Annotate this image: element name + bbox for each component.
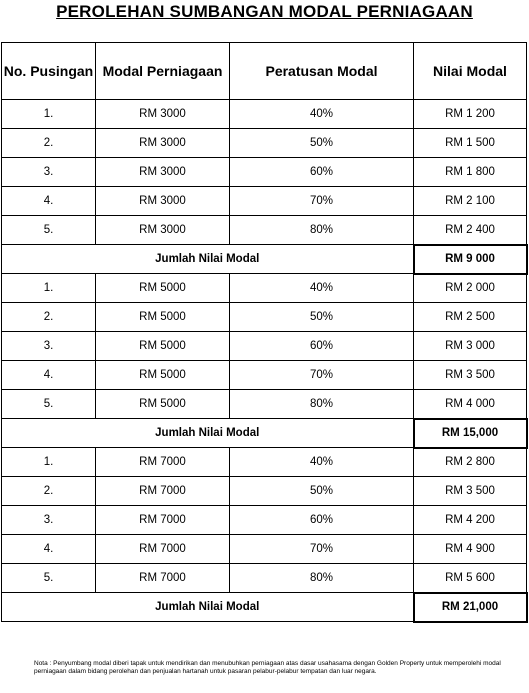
total-value: RM 21,000 xyxy=(414,593,527,622)
cell-no-pusingan: 3. xyxy=(2,506,96,535)
cell-no-pusingan: 3. xyxy=(2,332,96,361)
cell-nilai-modal: RM 2 000 xyxy=(414,274,527,303)
cell-nilai-modal: RM 3 500 xyxy=(414,361,527,390)
table-row xyxy=(2,303,527,332)
cell-no-pusingan: 5. xyxy=(2,390,96,419)
cell-peratusan-modal: 50% xyxy=(230,129,414,158)
cell-modal-perniagaan: RM 3000 xyxy=(96,187,230,216)
cell-nilai-modal: RM 5 600 xyxy=(414,564,527,593)
table-body xyxy=(2,100,527,622)
cell-modal-perniagaan: RM 5000 xyxy=(96,390,230,419)
cell-no-pusingan: 4. xyxy=(2,361,96,390)
cell-no-pusingan: 1. xyxy=(2,274,96,303)
total-label: Jumlah Nilai Modal xyxy=(2,419,414,448)
table-header-row xyxy=(2,43,527,100)
total-row xyxy=(2,593,527,622)
cell-nilai-modal: RM 1 800 xyxy=(414,158,527,187)
cell-nilai-modal: RM 4 200 xyxy=(414,506,527,535)
cell-modal-perniagaan: RM 7000 xyxy=(96,506,230,535)
table-row xyxy=(2,477,527,506)
cell-modal-perniagaan: RM 7000 xyxy=(96,564,230,593)
cell-peratusan-modal: 70% xyxy=(230,361,414,390)
table-row xyxy=(2,100,527,129)
cell-modal-perniagaan: RM 3000 xyxy=(96,100,230,129)
cell-nilai-modal: RM 2 400 xyxy=(414,216,527,245)
cell-nilai-modal: RM 2 100 xyxy=(414,187,527,216)
cell-nilai-modal: RM 3 500 xyxy=(414,477,527,506)
page-title: PEROLEHAN SUMBANGAN MODAL PERNIAGAAN xyxy=(56,2,473,21)
cell-modal-perniagaan: RM 3000 xyxy=(96,216,230,245)
cell-nilai-modal: RM 4 000 xyxy=(414,390,527,419)
cell-no-pusingan: 2. xyxy=(2,303,96,332)
table-row xyxy=(2,129,527,158)
cell-peratusan-modal: 80% xyxy=(230,216,414,245)
cell-nilai-modal: RM 1 500 xyxy=(414,129,527,158)
cell-modal-perniagaan: RM 3000 xyxy=(96,129,230,158)
cell-no-pusingan: 4. xyxy=(2,535,96,564)
cell-peratusan-modal: 40% xyxy=(230,274,414,303)
table-row xyxy=(2,216,527,245)
table-row xyxy=(2,564,527,593)
header-nilai-modal: Nilai Modal xyxy=(414,43,527,100)
cell-peratusan-modal: 60% xyxy=(230,332,414,361)
cell-modal-perniagaan: RM 5000 xyxy=(96,361,230,390)
cell-no-pusingan: 2. xyxy=(2,129,96,158)
cell-no-pusingan: 2. xyxy=(2,477,96,506)
footnote: Nota : Penyumbang modal diberi tapak untuk mendirikan dan menubuhkan perniagaan atas dasar usahasama dengan Golden Property untuk memperolehi modal perniagaan dalam bidang perolehan dan penjualan hartanah untuk pasaran pelabur-pelabur tempatan dan luar negara. xyxy=(34,660,501,675)
header-no-pusingan: No. Pusingan xyxy=(2,43,96,100)
cell-peratusan-modal: 70% xyxy=(230,187,414,216)
cell-nilai-modal: RM 4 900 xyxy=(414,535,527,564)
table-row xyxy=(2,332,527,361)
total-row xyxy=(2,245,527,274)
cell-modal-perniagaan: RM 5000 xyxy=(96,303,230,332)
cell-nilai-modal: RM 1 200 xyxy=(414,100,527,129)
table-row xyxy=(2,390,527,419)
total-value: RM 15,000 xyxy=(414,419,527,448)
cell-modal-perniagaan: RM 7000 xyxy=(96,477,230,506)
total-row xyxy=(2,419,527,448)
cell-modal-perniagaan: RM 5000 xyxy=(96,332,230,361)
table-row xyxy=(2,361,527,390)
cell-no-pusingan: 4. xyxy=(2,187,96,216)
table-row xyxy=(2,158,527,187)
total-label: Jumlah Nilai Modal xyxy=(2,593,414,622)
cell-peratusan-modal: 40% xyxy=(230,448,414,477)
cell-modal-perniagaan: RM 3000 xyxy=(96,158,230,187)
total-label: Jumlah Nilai Modal xyxy=(2,245,414,274)
cell-peratusan-modal: 80% xyxy=(230,564,414,593)
table-row xyxy=(2,535,527,564)
cell-no-pusingan: 5. xyxy=(2,216,96,245)
cell-peratusan-modal: 80% xyxy=(230,390,414,419)
cell-peratusan-modal: 50% xyxy=(230,477,414,506)
table-row xyxy=(2,274,527,303)
header-peratusan-modal: Peratusan Modal xyxy=(230,43,414,100)
cell-peratusan-modal: 60% xyxy=(230,158,414,187)
total-value: RM 9 000 xyxy=(414,245,527,274)
cell-modal-perniagaan: RM 5000 xyxy=(96,274,230,303)
cell-modal-perniagaan: RM 7000 xyxy=(96,535,230,564)
table-row xyxy=(2,187,527,216)
table-row xyxy=(2,448,527,477)
cell-no-pusingan: 1. xyxy=(2,100,96,129)
cell-no-pusingan: 5. xyxy=(2,564,96,593)
cell-nilai-modal: RM 2 800 xyxy=(414,448,527,477)
table-row xyxy=(2,506,527,535)
cell-peratusan-modal: 40% xyxy=(230,100,414,129)
cell-peratusan-modal: 70% xyxy=(230,535,414,564)
cell-no-pusingan: 3. xyxy=(2,158,96,187)
cell-modal-perniagaan: RM 7000 xyxy=(96,448,230,477)
cell-peratusan-modal: 50% xyxy=(230,303,414,332)
cell-nilai-modal: RM 2 500 xyxy=(414,303,527,332)
cell-nilai-modal: RM 3 000 xyxy=(414,332,527,361)
header-modal-perniagaan: Modal Perniagaan xyxy=(96,43,230,100)
capital-table xyxy=(1,42,528,623)
cell-peratusan-modal: 60% xyxy=(230,506,414,535)
cell-no-pusingan: 1. xyxy=(2,448,96,477)
